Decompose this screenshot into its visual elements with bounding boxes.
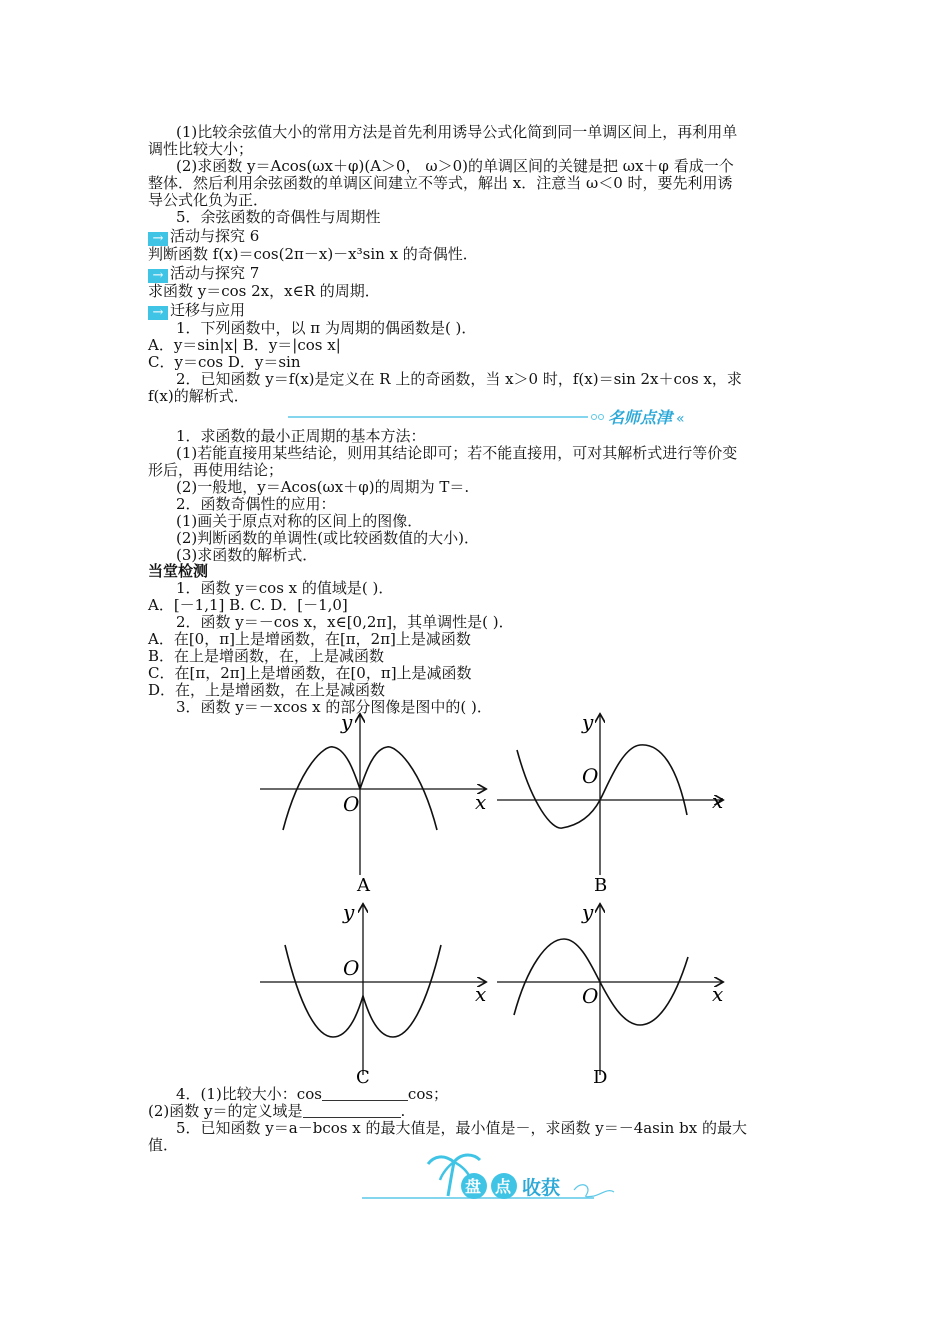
graph-b xyxy=(492,705,732,895)
x-label: x xyxy=(475,790,487,814)
paragraph: 导公式化负为正． xyxy=(148,191,269,209)
question: 2．已知函数 y＝f(x)是定义在 R 上的奇函数，当 x＞0 时，f(x)＝sin 2x＋cos x，求 xyxy=(176,370,742,388)
origin-label: O xyxy=(582,764,599,788)
question: 4．(1)比较大小：cos cos； xyxy=(176,1085,449,1103)
origin-label: O xyxy=(343,956,360,980)
banner-title: 收获 xyxy=(522,1177,561,1199)
y-label: y xyxy=(582,710,594,734)
x-label: x xyxy=(712,982,724,1006)
pandian-banner xyxy=(362,1148,632,1204)
question-option: A．在[0，π]上是增函数，在[π，2π]上是减函数 xyxy=(148,630,471,648)
question: 值． xyxy=(148,1136,179,1154)
activity-text: 求函数 y＝cos 2x，x∈R 的周期． xyxy=(148,282,380,300)
banner-title: 名师点津 xyxy=(608,408,673,427)
question: 5．已知函数 y＝a－bcos x 的最大值是，最小值是－，求函数 y＝－4asin bx 的最大 xyxy=(176,1119,747,1137)
mingshi-banner xyxy=(288,404,698,428)
y-label: y xyxy=(343,900,355,924)
banner-char: 盘 xyxy=(465,1177,482,1196)
x-label: x xyxy=(475,982,487,1006)
question-option: C．在[π，2π]上是增函数，在[0，π]上是减函数 xyxy=(148,664,472,682)
y-label: y xyxy=(582,900,594,924)
activity-text: 判断函数 f(x)＝cos(2π－x)－x³sin x 的奇偶性． xyxy=(148,245,478,263)
question-options: A．y＝sin|x| B．y＝|cos x| xyxy=(148,336,341,354)
tip: (3)求函数的解析式． xyxy=(176,546,318,564)
tip: (1)画关于原点对称的区间上的图像． xyxy=(176,512,423,530)
question-option: D．在，上是增函数，在上是减函数 xyxy=(148,681,386,699)
tip: (2)判断函数的单调性(或比较函数值的大小)． xyxy=(176,529,479,547)
origin-label: O xyxy=(343,792,360,816)
arrow-icon: → xyxy=(148,269,168,283)
answer-blank[interactable] xyxy=(303,1105,401,1118)
graph-d xyxy=(492,897,732,1089)
graph-caption: C xyxy=(356,1067,370,1088)
tip: 形后，再使用结论； xyxy=(148,461,284,479)
paragraph: 整体．然后利用余弦函数的单调区间建立不等式，解出 x．注意当 ω＜0 时，要先利用诱 xyxy=(148,174,733,192)
question: 1．函数 y＝cos x 的值域是( )． xyxy=(176,579,394,597)
graph-caption: B xyxy=(594,875,608,895)
paragraph: (2)求函数 y＝Acos(ωx＋φ)(A＞0， ω＞0)的单调区间的关键是把 ωx＋φ 看成一个 xyxy=(176,157,734,175)
question-option: B．在上是增函数，在，上是减函数 xyxy=(148,647,385,665)
question: 3．函数 y＝－xcos x 的部分图像是图中的( )． xyxy=(176,698,492,716)
banner-dot-icon xyxy=(592,415,597,420)
question: (2)函数 y＝的定义域是 . xyxy=(148,1102,406,1120)
chevron-icon: « xyxy=(676,411,685,427)
banner-dot-icon xyxy=(599,415,604,420)
transfer-label: → 迁移与应用 xyxy=(148,302,245,320)
curve xyxy=(517,745,687,828)
x-label: x xyxy=(712,789,724,813)
tip: 2．函数奇偶性的应用： xyxy=(176,495,336,513)
arrow-icon: → xyxy=(148,232,168,246)
answer-blank[interactable] xyxy=(322,1088,408,1101)
tip: (1)若能直接用某些结论，则用其结论即可；若不能直接用，可对其解析式进行等价变 xyxy=(176,444,738,462)
section-heading: 5．余弦函数的奇偶性与周期性 xyxy=(176,208,381,226)
question: 2．函数 y＝－cos x，x∈[0,2π]，其单调性是( )． xyxy=(176,613,514,631)
y-label: y xyxy=(341,710,353,734)
activity-label: → 活动与探究 6 xyxy=(148,228,259,246)
question-options: C．y＝cos D．y＝sin xyxy=(148,353,301,371)
graph-caption: A xyxy=(357,875,370,895)
graph-c xyxy=(255,897,495,1089)
activity-label: → 活动与探究 7 xyxy=(148,265,259,283)
graph-caption: D xyxy=(593,1067,608,1088)
tip: (2)一般地，y＝Acos(ωx＋φ)的周期为 T＝. xyxy=(176,478,470,496)
question: f(x)的解析式． xyxy=(148,387,249,405)
test-heading: 当堂检测 xyxy=(148,562,209,580)
question: 1．下列函数中，以 π 为周期的偶函数是( )． xyxy=(176,319,477,337)
graph-a xyxy=(255,705,495,895)
arrow-icon: → xyxy=(148,306,168,320)
paragraph: 调性比较大小； xyxy=(148,140,254,158)
paragraph: (1)比较余弦值大小的常用方法是首先利用诱导公式化简到同一单调区间上，再利用单 xyxy=(176,123,738,141)
swirl-icon xyxy=(574,1185,614,1197)
tip: 1．求函数的最小正周期的基本方法： xyxy=(176,427,426,445)
banner-char: 点 xyxy=(495,1177,512,1196)
origin-label: O xyxy=(582,984,599,1008)
question-options: A．[－1,1] B. C. D．[－1,0] xyxy=(148,596,348,614)
